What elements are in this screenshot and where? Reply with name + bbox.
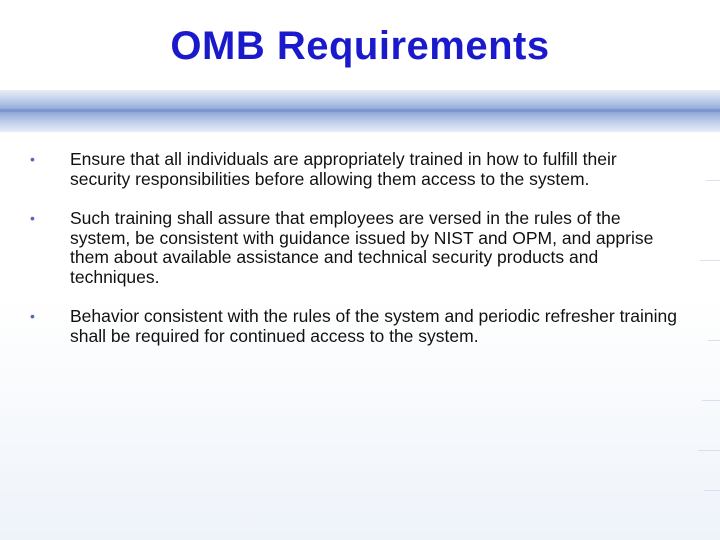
bullet-item — [30, 150, 680, 189]
bullet-text: Such training shall assure that employees are versed in the rules of the system, be consistent with guidance issued by NIST and OPM, and apprise them about available assistance and technical security products and techniques. — [70, 208, 654, 287]
right-edge-decoration — [690, 140, 720, 540]
deco-line — [702, 400, 720, 401]
deco-line — [704, 490, 720, 491]
bullet-dot-icon: • — [30, 210, 35, 226]
deco-line — [700, 260, 720, 261]
bullet-dot-icon: • — [30, 308, 35, 324]
deco-line — [708, 340, 720, 341]
bullet-item — [30, 307, 680, 346]
title-underline-rule — [0, 109, 720, 112]
bullet-text: Ensure that all individuals are appropriately trained in how to fulfill their security responsibilities before allowing them access to the system. — [70, 149, 617, 189]
deco-line — [698, 450, 720, 451]
slide-title: OMB Requirements — [170, 24, 550, 68]
bullet-text: Behavior consistent with the rules of the system and periodic refresher training shall be required for continued access to the system. — [70, 306, 677, 346]
deco-line — [706, 180, 720, 181]
bullet-item — [30, 209, 680, 287]
bullet-dot-icon: • — [30, 151, 35, 167]
bullet-list — [30, 150, 680, 366]
